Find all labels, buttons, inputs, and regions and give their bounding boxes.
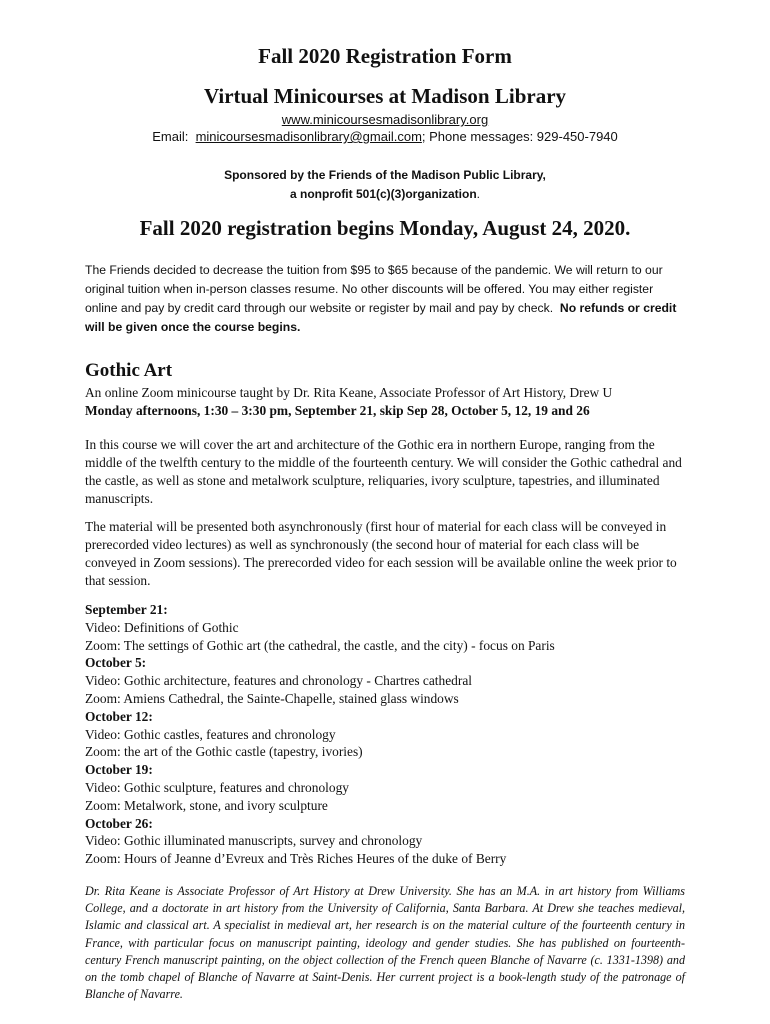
session-zoom: Zoom: The settings of Gothic art (the cathedral, the castle, and the city) - focus on Paris	[85, 637, 555, 653]
website-line	[0, 112, 770, 127]
website-link[interactable]: www.minicoursesmadisonlibrary.org	[281, 112, 489, 127]
sponsor-period: .	[476, 187, 481, 201]
course-title: Gothic Art	[85, 360, 173, 381]
sponsor-org: a nonprofit 501(c)(3)organization	[289, 187, 477, 201]
session-item	[85, 761, 705, 814]
contact-line	[0, 129, 770, 144]
session-video: Video: Gothic illuminated manuscripts, survey and chronology	[85, 833, 423, 849]
course-schedule-line: Monday afternoons, 1:30 – 3:30 pm, September 21, skip Sep 28, October 5, 12, 19 and 26	[85, 403, 590, 418]
session-schedule	[85, 601, 705, 868]
intro-text: The Friends decided to decrease the tuition from $95 to $65 because of the pandemic. We will return to our original tuition when in-person classes resume. No other discounts will be offered. You may either register online and pay by credit card through our website or register by mail and pay by check.	[85, 263, 663, 315]
intro-paragraph	[85, 261, 685, 337]
course-description-paragraph: In this course we will cover the art and architecture of the Gothic era in northern Europe, ranging from the middle of the twelfth century to the middle of the fourteenth century. We will consider the Gothic cathedral and the castle, as well as stone and metalwork sculpture, reliquaries, ivory sculpture, tapestries, and illuminated manuscripts.	[85, 437, 682, 506]
session-item	[85, 708, 705, 761]
session-date: October 5:	[85, 655, 147, 671]
no-refunds-notice: No refunds or credit will be given once the course begins.	[85, 301, 677, 334]
instructor-bio: Dr. Rita Keane is Associate Professor of Art History at Drew University. She has an M.A. in art history from Williams College, and a doctorate in art history from the University of California, Santa Barbara. At Drew she teaches medieval, Islamic and classical art. A specialist in medieval art, her research is on the material culture of the fourteenth century in France, with particular focus on manuscript painting, ideology and gender studies. She has published on fourteenth-century French manuscript painting, on the object collection of the French queen Blanche of Navarre (c. 1331-1398) and on the tomb chapel of Blanche of Navarre at Saint-Denis. Her current project is a book-length study of the patronage of Blanche of Navarre.	[85, 884, 685, 1002]
session-date: September 21:	[85, 602, 168, 617]
form-subtitle: Virtual Minicourses at Madison Library	[203, 84, 567, 108]
form-title: Fall 2020 Registration Form	[258, 44, 512, 68]
session-video: Video: Gothic sculpture, features and chronology	[85, 779, 349, 795]
session-zoom: Zoom: the art of the Gothic castle (tapestry, ivories)	[85, 744, 363, 760]
sponsor-line-1: Sponsored by the Friends of the Madison Public Library,	[224, 168, 546, 182]
session-zoom: Zoom: Hours of Jeanne d’Evreux and Très Riches Heures of the duke of Berry	[85, 851, 507, 867]
email-link[interactable]: minicoursesmadisonlibrary@gmail.com	[195, 129, 422, 144]
course-info	[85, 384, 705, 420]
session-item	[85, 654, 705, 707]
session-date: October 26:	[85, 815, 153, 831]
email-label: Email:	[152, 129, 189, 144]
session-zoom: Zoom: Amiens Cathedral, the Sainte-Chapelle, stained glass windows	[85, 690, 459, 706]
sponsor-block	[0, 166, 770, 204]
registration-begins-heading: Fall 2020 registration begins Monday, August 24, 2020.	[139, 216, 631, 240]
course-format-paragraph: The material will be presented both asynchronously (first hour of material for each class will be conveyed in prerecorded video lectures) as well as synchronously (the second hour of material for each class will be conveyed in Zoom sessions). The prerecorded video for each session will be available online the week prior to that session.	[85, 519, 677, 588]
session-item	[85, 815, 705, 868]
session-video: Video: Definitions of Gothic	[85, 619, 239, 635]
session-date: October 12:	[85, 708, 153, 724]
sponsor-line-2	[0, 185, 770, 204]
instructor-line: An online Zoom minicourse taught by Dr. Rita Keane, Associate Professor of Art History, Drew U	[85, 385, 613, 400]
session-date: October 19:	[85, 762, 153, 778]
session-item	[85, 601, 705, 654]
session-video: Video: Gothic architecture, features and chronology - Chartres cathedral	[85, 673, 472, 689]
session-zoom: Zoom: Metalwork, stone, and ivory sculpture	[85, 797, 328, 813]
phone-text: ; Phone messages: 929-450-7940	[421, 129, 618, 144]
session-video: Video: Gothic castles, features and chronology	[85, 726, 336, 742]
